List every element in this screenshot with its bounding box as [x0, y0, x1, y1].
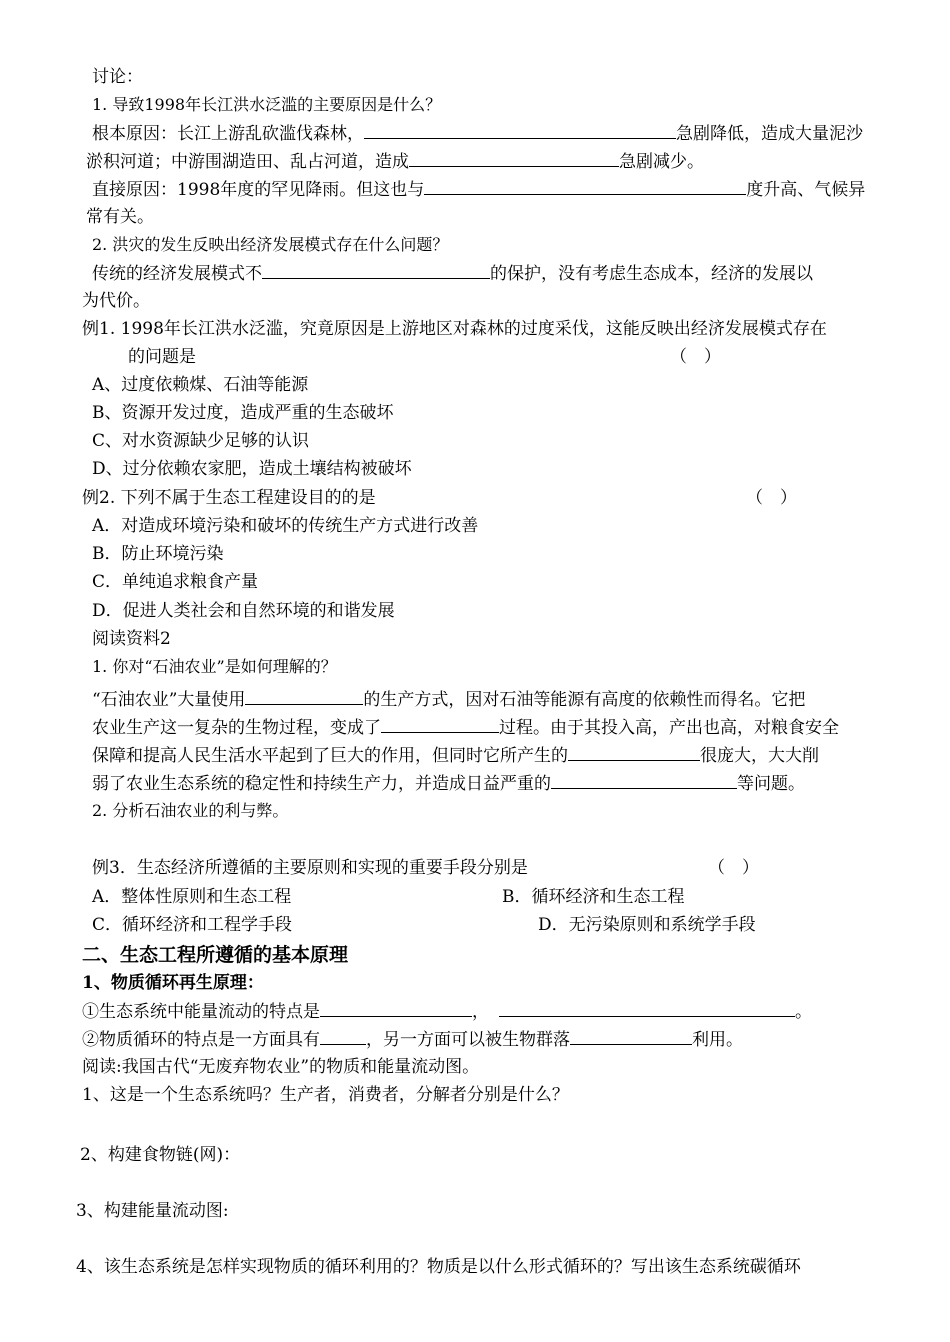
example-1-option-d: D、过分依赖农家肥，造成土壤结构被破坏: [92, 459, 412, 479]
blank[interactable]: [499, 1000, 795, 1017]
example-1-option-a: A、过度依赖煤、石油等能源: [92, 375, 309, 395]
traditional-model-line-2: 为代价。: [82, 291, 150, 311]
example-1-stem-2: 的问题是: [128, 347, 196, 367]
root-cause-line-2: 淤积河道；中游围湖造田、乱占河道，造成 急剧减少。: [86, 152, 704, 172]
example-3-option-a: A．整体性原则和生态工程: [92, 887, 292, 907]
blank[interactable]: [245, 688, 363, 705]
blank[interactable]: [364, 122, 676, 139]
root-cause-line-1: 根本原因：长江上游乱砍滥伐森林， 急剧降低，造成大量泥沙: [92, 124, 863, 144]
example-3-option-c: C．循环经济和工程学手段: [92, 915, 293, 935]
question-2: 2、构建食物链(网)：: [80, 1145, 241, 1165]
traditional-model-line-1: 传统的经济发展模式不 的保护，没有考虑生态成本，经济的发展以: [92, 264, 813, 284]
direct-cause-line-1: 直接原因：1998年度的罕见降雨。但这也与 度升高、气候异: [92, 180, 866, 200]
example-3-option-d: D．无污染原则和系统学手段: [538, 915, 756, 935]
example-3-option-b: B．循环经济和生态工程: [502, 887, 685, 907]
section-2-title: 二、生态工程所遵循的基本原理: [82, 944, 349, 966]
example-3-answer-paren[interactable]: （ ）: [708, 858, 759, 878]
blank[interactable]: [381, 716, 499, 733]
direct-cause-line-2: 常有关。: [86, 207, 154, 227]
oil-agriculture-line-4: 弱了农业生态系统的稳定性和持续生产力，并造成日益严重的 等问题。: [92, 774, 805, 794]
blank[interactable]: [568, 744, 700, 761]
example-3-stem: 例3．生态经济所遵循的主要原则和实现的重要手段分别是: [92, 858, 528, 878]
discussion-heading: 讨论：: [92, 67, 143, 87]
reading-2-title: 阅读资料2: [92, 629, 171, 649]
example-2-option-b: B．防止环境污染: [92, 544, 224, 564]
example-1-stem: 例1. 1998年长江洪水泛滥，究竟原因是上游地区对森林的过度采伐，这能反映出经济发展模式存在: [82, 319, 827, 339]
example-2-option-c: C．单纯追求粮食产量: [92, 572, 259, 592]
example-1-option-b: B、资源开发过度，造成严重的生态破坏: [92, 403, 394, 423]
discussion-question-2: 2. 洪灾的发生反映出经济发展模式存在什么问题？: [92, 235, 449, 254]
matter-cycle-line: ②物质循环的特点是一方面具有 ，另一方面可以被生物群落 利用。: [82, 1030, 743, 1050]
blank[interactable]: [409, 150, 619, 167]
oil-agriculture-line-2: 农业生产这一复杂的生物过程，变成了 过程。由于其投入高，产出也高，对粮食安全: [92, 718, 839, 738]
blank[interactable]: [570, 1028, 692, 1045]
question-4: 4、该生态系统是怎样实现物质的循环利用的？物质是以什么形式循环的？写出该生态系统碳循环: [76, 1257, 801, 1277]
blank[interactable]: [424, 178, 746, 195]
blank[interactable]: [320, 1000, 472, 1017]
example-2-option-d: D．促进人类社会和自然环境的和谐发展: [92, 601, 395, 621]
discussion-question-1: 1. 导致1998年长江洪水泛滥的主要原因是什么？: [92, 95, 442, 114]
reading-2-question-2: 2. 分析石油农业的利与弊。: [92, 801, 289, 820]
oil-agriculture-line-3: 保障和提高人民生活水平起到了巨大的作用，但同时它所产生的 很庞大，大大削: [92, 746, 819, 766]
example-2-option-a: A．对造成环境污染和破坏的传统生产方式进行改善: [92, 516, 479, 536]
energy-flow-line: ①生态系统中能量流动的特点是 ， 。: [82, 1002, 812, 1022]
example-2-stem: 例2. 下列不属于生态工程建设目的的是: [82, 488, 376, 508]
example-2-answer-paren[interactable]: （ ）: [746, 488, 797, 508]
blank[interactable]: [262, 262, 490, 279]
question-1: 1、这是一个生态系统吗？生产者，消费者，分解者分别是什么？: [82, 1085, 569, 1105]
example-1-option-c: C、对水资源缺少足够的认识: [92, 431, 310, 451]
reading-2-question-1: 1. 你对“石油农业”是如何理解的？: [92, 657, 337, 676]
section-2-subtitle: 1、物质循环再生原理：: [82, 973, 264, 993]
blank[interactable]: [551, 772, 737, 789]
question-3: 3、构建能量流动图:: [76, 1201, 229, 1221]
example-1-answer-paren[interactable]: （ ）: [670, 347, 721, 367]
blank[interactable]: [320, 1028, 366, 1045]
reading-intro: 阅读:我国古代“无废弃物农业”的物质和能量流动图。: [82, 1057, 480, 1077]
oil-agriculture-line-1: “石油农业”大量使用 的生产方式，因对石油等能源有高度的依赖性而得名。它把: [92, 690, 806, 710]
